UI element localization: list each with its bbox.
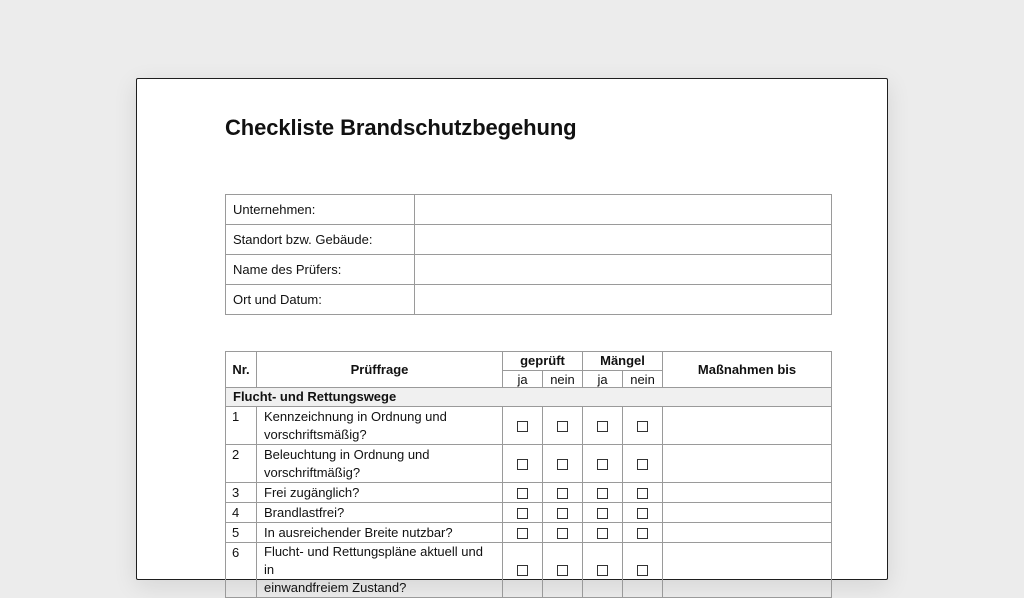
- checkbox[interactable]: [557, 421, 568, 432]
- document-page: [136, 78, 888, 595]
- row-number: 6: [226, 543, 257, 598]
- section-title: Flucht- und Rettungswege: [226, 388, 832, 407]
- table-row: [226, 407, 832, 445]
- measures-cell[interactable]: [663, 483, 832, 503]
- checkbox[interactable]: [637, 488, 648, 499]
- row-question: In ausreichender Breite nutzbar?: [257, 523, 503, 543]
- info-value-field[interactable]: [415, 255, 832, 285]
- row-question: [257, 445, 503, 483]
- defects-no-cell: [623, 445, 663, 483]
- col-header-checked-no: nein: [543, 371, 583, 388]
- checkbox[interactable]: [637, 421, 648, 432]
- defects-no-cell: [623, 503, 663, 523]
- checked-yes-cell: [503, 445, 543, 483]
- checked-yes-cell: [503, 483, 543, 503]
- defects-no-cell: [623, 407, 663, 445]
- checkbox[interactable]: [557, 565, 568, 576]
- defects-yes-cell: [583, 407, 623, 445]
- checked-yes-cell: [503, 523, 543, 543]
- checkbox[interactable]: [557, 459, 568, 470]
- measures-cell[interactable]: [663, 445, 832, 483]
- question-line: Flucht- und Rettungspläne aktuell und in: [264, 544, 483, 577]
- info-table: [225, 194, 832, 315]
- defects-yes-cell: [583, 445, 623, 483]
- checked-yes-cell: [503, 503, 543, 523]
- checkbox[interactable]: [597, 528, 608, 539]
- col-header-defects-no: nein: [623, 371, 663, 388]
- info-label: Ort und Datum:: [226, 285, 415, 315]
- info-value-field[interactable]: [415, 225, 832, 255]
- checked-no-cell: [543, 503, 583, 523]
- question-line: vorschriftsmäßig?: [264, 426, 367, 442]
- checkbox[interactable]: [517, 565, 528, 576]
- checked-yes-cell: [503, 543, 543, 598]
- checked-no-cell: [543, 543, 583, 598]
- checked-no-cell: [543, 523, 583, 543]
- checkbox[interactable]: [597, 459, 608, 470]
- page-title: Checkliste Brandschutzbegehung: [225, 115, 577, 140]
- defects-yes-cell: [583, 483, 623, 503]
- checkbox[interactable]: [637, 565, 648, 576]
- defects-no-cell: [623, 483, 663, 503]
- defects-yes-cell: [583, 543, 623, 598]
- row-number: 2: [226, 445, 257, 483]
- col-header-question: Prüffrage: [257, 352, 503, 388]
- info-row: [226, 195, 832, 225]
- checkbox[interactable]: [517, 421, 528, 432]
- col-header-defects: Mängel: [583, 352, 663, 371]
- info-row: [226, 225, 832, 255]
- checkbox[interactable]: [637, 508, 648, 519]
- col-header-nr: Nr.: [226, 352, 257, 388]
- row-number: 3: [226, 483, 257, 503]
- question-line: einwandfreiem Zustand?: [264, 580, 407, 595]
- checkbox[interactable]: [517, 508, 528, 519]
- checked-no-cell: [543, 483, 583, 503]
- info-label: Unternehmen:: [226, 195, 415, 225]
- checkbox[interactable]: [597, 565, 608, 576]
- info-value-field[interactable]: [415, 285, 832, 315]
- col-header-measures: Maßnahmen bis: [663, 352, 832, 388]
- col-header-defects-yes: ja: [583, 371, 623, 388]
- checkbox[interactable]: [517, 488, 528, 499]
- row-question: Brandlastfrei?: [257, 503, 503, 523]
- row-number: 5: [226, 523, 257, 543]
- checkbox[interactable]: [557, 488, 568, 499]
- checkbox[interactable]: [597, 488, 608, 499]
- checked-no-cell: [543, 445, 583, 483]
- checkbox[interactable]: [557, 528, 568, 539]
- checkbox[interactable]: [597, 508, 608, 519]
- col-header-checked: geprüft: [503, 352, 583, 371]
- table-row: [226, 483, 832, 503]
- defects-no-cell: [623, 523, 663, 543]
- table-row: [226, 445, 832, 483]
- table-row: [226, 543, 832, 598]
- checkbox[interactable]: [597, 421, 608, 432]
- checkbox[interactable]: [637, 459, 648, 470]
- measures-cell[interactable]: [663, 543, 832, 598]
- info-row: [226, 255, 832, 285]
- info-label: Name des Prüfers:: [226, 255, 415, 285]
- question-line: Beleuchtung in Ordnung und: [264, 446, 430, 462]
- measures-cell[interactable]: [663, 523, 832, 543]
- info-label: Standort bzw. Gebäude:: [226, 225, 415, 255]
- defects-yes-cell: [583, 523, 623, 543]
- checkbox[interactable]: [517, 528, 528, 539]
- checkbox[interactable]: [637, 528, 648, 539]
- checked-yes-cell: [503, 407, 543, 445]
- info-row: [226, 285, 832, 315]
- info-value-field[interactable]: [415, 195, 832, 225]
- checkbox[interactable]: [517, 459, 528, 470]
- measures-cell[interactable]: [663, 503, 832, 523]
- header-row: [226, 352, 832, 371]
- section-row: [226, 388, 832, 407]
- defects-no-cell: [623, 543, 663, 598]
- col-header-checked-yes: ja: [503, 371, 543, 388]
- table-row: [226, 503, 832, 523]
- defects-yes-cell: [583, 503, 623, 523]
- row-question: [257, 543, 503, 598]
- checkbox[interactable]: [557, 508, 568, 519]
- checked-no-cell: [543, 407, 583, 445]
- question-line: vorschriftmäßig?: [264, 464, 361, 480]
- table-row: [226, 523, 832, 543]
- row-question: Frei zugänglich?: [257, 483, 503, 503]
- row-number: 4: [226, 503, 257, 523]
- row-question: [257, 407, 503, 445]
- question-line: Kennzeichnung in Ordnung und: [264, 408, 447, 424]
- row-number: 1: [226, 407, 257, 445]
- checklist-table: [225, 351, 832, 598]
- measures-cell[interactable]: [663, 407, 832, 445]
